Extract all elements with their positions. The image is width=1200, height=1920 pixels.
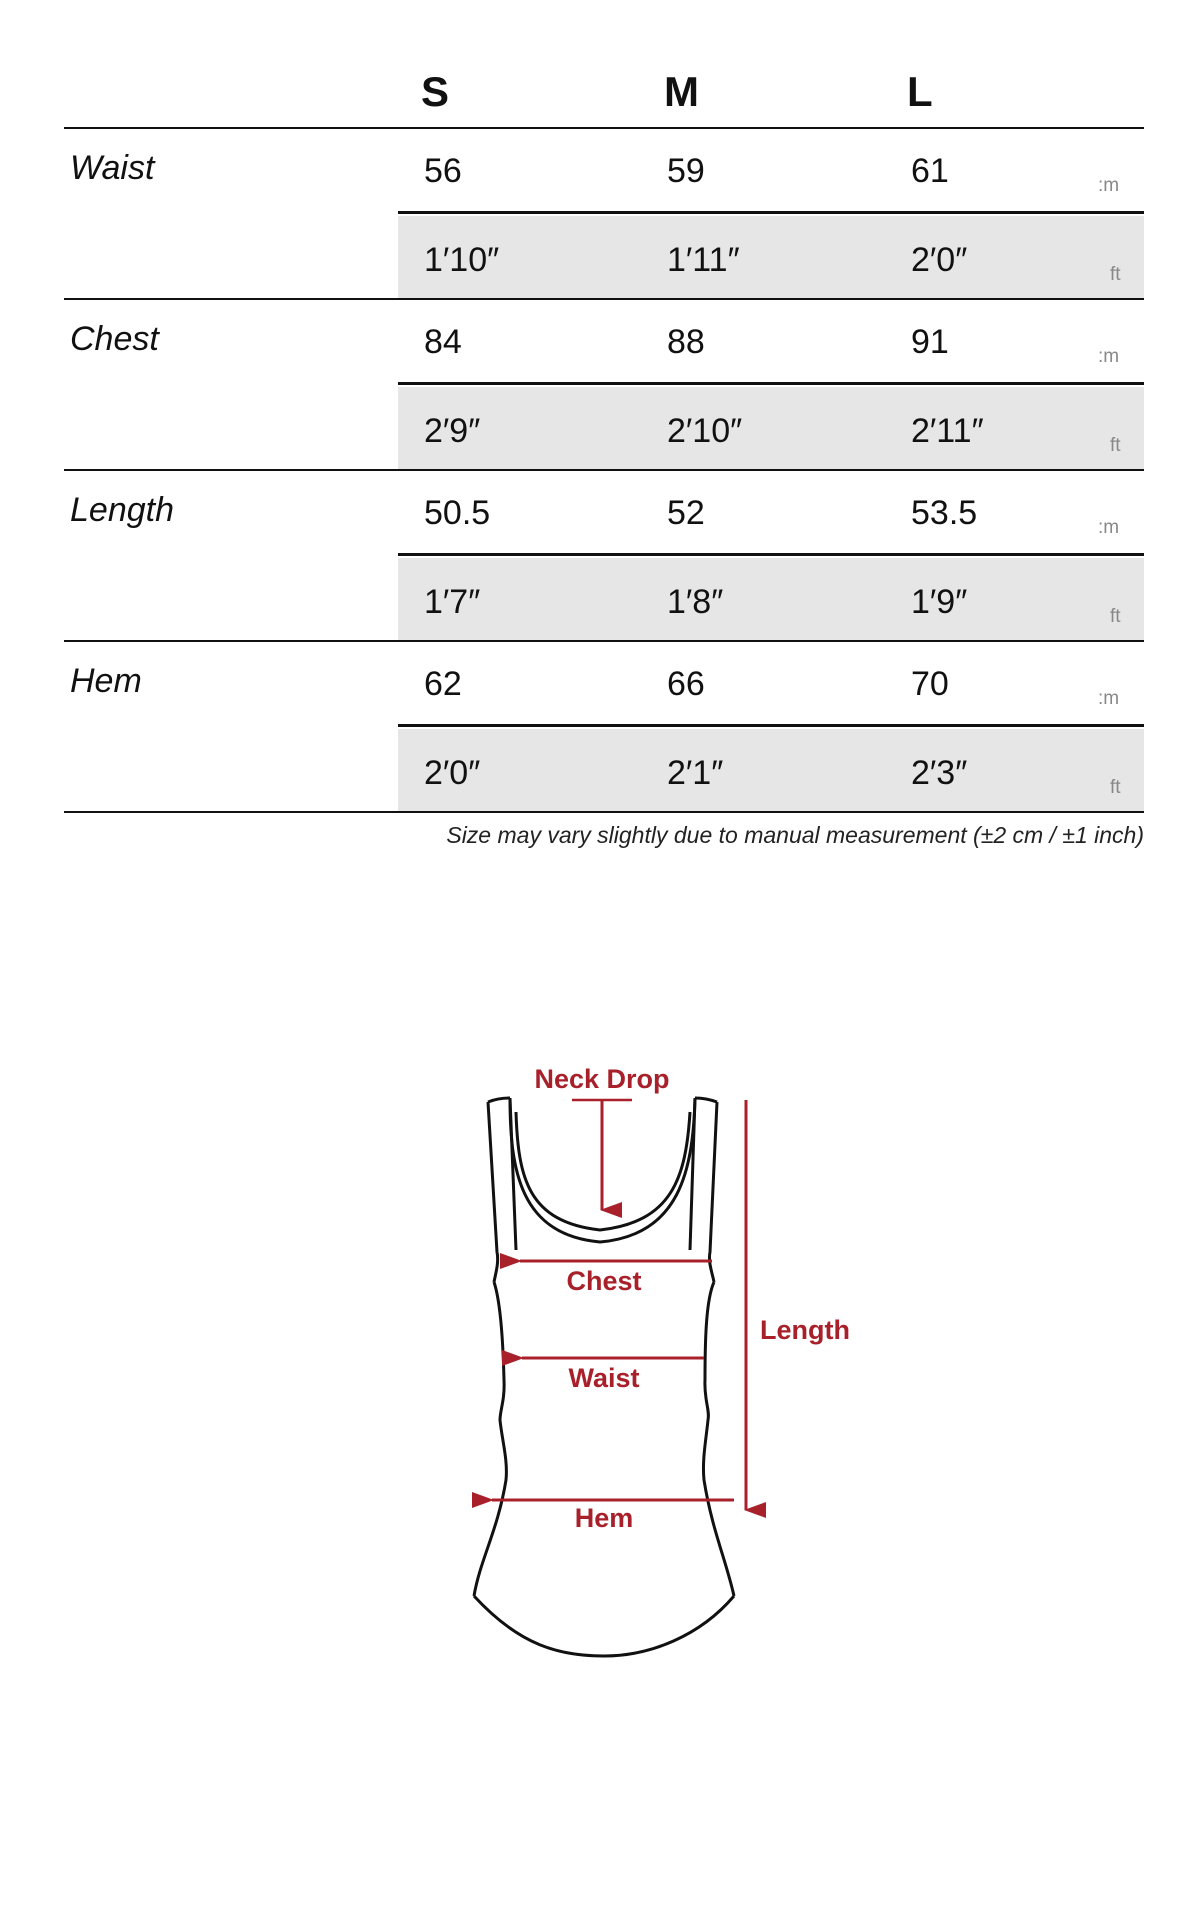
waist-cm-l: 61 (911, 152, 949, 190)
length-cm-s: 50.5 (424, 494, 491, 532)
length-cm-l: 53.5 (911, 494, 978, 532)
ft-unit: ft (1110, 606, 1121, 627)
length-ft-m: 1′8″ (667, 583, 724, 621)
hem-ft-m: 2′1″ (667, 754, 724, 792)
neck-drop-arrow-icon (572, 1100, 632, 1210)
row-label-chest: Chest (70, 320, 159, 358)
length-ft-l: 1′9″ (911, 583, 968, 621)
measurement-note: Size may vary slightly due to manual measurement (±2 cm / ±1 inch) (446, 822, 1144, 848)
cm-unit: :m (1098, 517, 1120, 538)
neck-drop-label: Neck Drop (534, 1064, 670, 1094)
chest-cm-s: 84 (424, 323, 462, 361)
waist-cm-s: 56 (424, 152, 462, 190)
hem-cm-l: 70 (911, 665, 949, 703)
cm-unit: :m (1098, 688, 1120, 709)
chest-label: Chest (566, 1266, 642, 1296)
size-s-header: S (421, 68, 450, 115)
chest-ft-s: 2′9″ (424, 412, 481, 450)
waist-ft-l: 2′0″ (911, 241, 968, 279)
hem-ft-s: 2′0″ (424, 754, 481, 792)
size-m-header: M (664, 68, 699, 115)
waist-ft-s: 1′10″ (424, 241, 500, 279)
chest-ft-l: 2′11″ (911, 412, 984, 450)
size-l-header: L (907, 68, 933, 115)
chest-cm-l: 91 (911, 323, 949, 361)
waist-ft-m: 1′11″ (667, 241, 740, 279)
length-label: Length (760, 1315, 850, 1345)
length-ft-s: 1′7″ (424, 583, 481, 621)
ft-unit: ft (1110, 264, 1121, 285)
hem-cm-m: 66 (667, 665, 705, 703)
cm-unit: :m (1098, 346, 1120, 367)
waist-cm-m: 59 (667, 152, 705, 190)
chest-cm-m: 88 (667, 323, 705, 361)
hem-ft-l: 2′3″ (911, 754, 968, 792)
waist-label: Waist (568, 1363, 640, 1393)
row-label-hem: Hem (70, 662, 142, 700)
chest-ft-m: 2′10″ (667, 412, 743, 450)
length-cm-m: 52 (667, 494, 705, 532)
ft-unit: ft (1110, 777, 1121, 798)
row-label-waist: Waist (70, 149, 155, 187)
row-label-length: Length (70, 491, 174, 529)
hem-cm-s: 62 (424, 665, 462, 703)
cm-unit: :m (1098, 175, 1120, 196)
ft-unit: ft (1110, 435, 1121, 456)
hem-label: Hem (574, 1503, 634, 1533)
